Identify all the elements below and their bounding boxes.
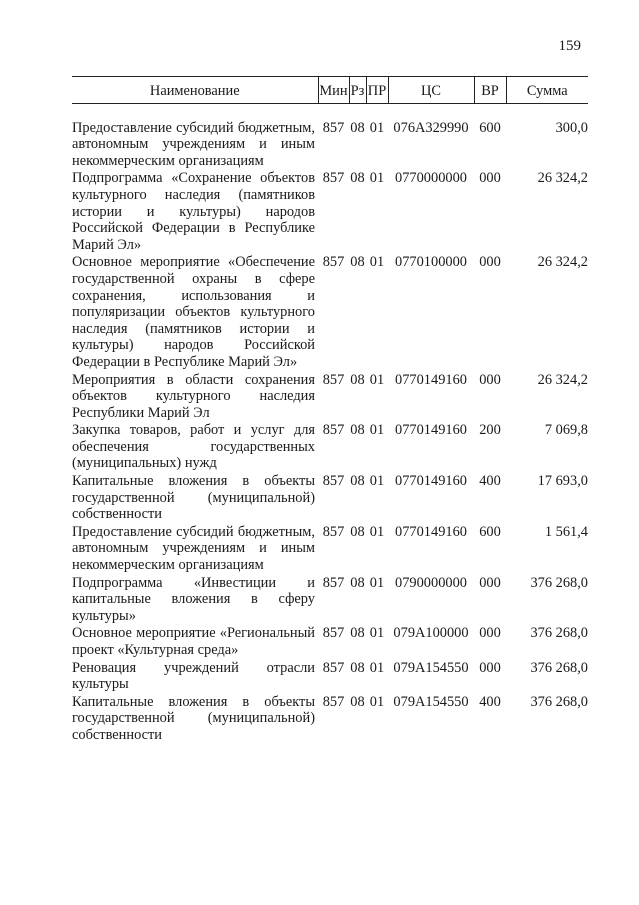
- cell-pr: 01: [369, 693, 385, 710]
- cell-sum: 300,0: [555, 119, 588, 136]
- cell-pr: 01: [369, 659, 385, 676]
- cell-name: Подпрограмма «Инвестиции и капитальные вложения в сферу культуры»: [72, 574, 315, 624]
- header-cs: ЦС: [388, 77, 474, 104]
- cell-rz: 08: [350, 693, 365, 710]
- cell-min: 857: [322, 170, 345, 187]
- cell-rz: 08: [350, 119, 365, 136]
- table-row: [72, 170, 588, 254]
- cell-name: Предоставление субсидий бюджетным, автономным учреждениям и иным некоммерческим организациям: [72, 119, 315, 169]
- cell-cs: 076А329990: [393, 119, 469, 136]
- cell-vr: 000: [479, 659, 501, 676]
- cell-pr: 01: [369, 170, 385, 187]
- table-row: [72, 694, 588, 745]
- table-row: [72, 372, 588, 423]
- cell-sum: 376 268,0: [530, 659, 588, 676]
- cell-name: Предоставление субсидий бюджетным, автономным учреждениям и иным некоммерческим организациям: [72, 523, 315, 574]
- cell-sum: 376 268,0: [530, 693, 588, 710]
- cell-cs: 0790000000: [395, 574, 467, 591]
- table-row: [72, 660, 588, 694]
- cell-sum: 376 268,0: [530, 574, 588, 591]
- cell-rz: 08: [350, 659, 365, 676]
- table-row: [72, 473, 588, 524]
- cell-vr: 000: [479, 170, 501, 187]
- header-vr: ВР: [474, 77, 506, 104]
- table-row: [72, 625, 588, 659]
- cell-sum: 1 561,4: [544, 523, 588, 540]
- cell-sum: 26 324,2: [537, 170, 588, 187]
- header-name: Наименование: [72, 77, 318, 104]
- cell-sum: 7 069,8: [544, 422, 588, 439]
- cell-min: 857: [322, 119, 345, 136]
- cell-name: Капитальные вложения в объекты государственной (муниципальной) собственности: [72, 473, 315, 523]
- cell-vr: 600: [479, 523, 501, 540]
- cell-pr: 01: [369, 119, 385, 136]
- cell-sum: 376 268,0: [530, 625, 588, 642]
- cell-vr: 200: [479, 422, 501, 439]
- cell-cs: 0770000000: [395, 170, 467, 187]
- cell-vr: 000: [479, 574, 501, 591]
- table-row: [72, 120, 588, 171]
- cell-rz: 08: [350, 473, 365, 490]
- cell-name: Закупка товаров, работ и услуг для обеспечения государственных (муниципальных) нужд: [72, 422, 315, 472]
- cell-sum: 26 324,2: [537, 254, 588, 271]
- table-row: [72, 524, 588, 575]
- cell-sum: 26 324,2: [537, 371, 588, 388]
- cell-name: Капитальные вложения в объекты государственной (муниципальной) собственности: [72, 693, 315, 743]
- cell-min: 857: [322, 473, 345, 490]
- cell-rz: 08: [350, 254, 365, 271]
- cell-cs: 0770149160: [395, 523, 467, 540]
- cell-cs: 0770100000: [395, 254, 467, 271]
- cell-rz: 08: [350, 422, 365, 439]
- cell-min: 857: [322, 574, 345, 591]
- cell-min: 857: [322, 693, 345, 710]
- cell-min: 857: [322, 625, 345, 642]
- header-min: Мин: [318, 77, 349, 104]
- cell-vr: 000: [479, 254, 501, 271]
- cell-min: 857: [322, 254, 345, 271]
- cell-min: 857: [322, 523, 345, 540]
- cell-rz: 08: [350, 170, 365, 187]
- cell-cs: 079А100000: [393, 625, 469, 642]
- cell-vr: 400: [479, 693, 501, 710]
- cell-rz: 08: [350, 523, 365, 540]
- header-rz: Рз: [349, 77, 366, 104]
- cell-name: Реновация учреждений отрасли культуры: [72, 659, 315, 693]
- cell-cs: 0770149160: [395, 371, 467, 388]
- table-header-row: [72, 77, 588, 104]
- table-row: [72, 575, 588, 626]
- cell-rz: 08: [350, 371, 365, 388]
- cell-rz: 08: [350, 574, 365, 591]
- spacer-row: [72, 103, 588, 120]
- header-sum: Сумма: [506, 77, 588, 104]
- cell-cs: 0770149160: [395, 473, 467, 490]
- cell-vr: 600: [479, 119, 501, 136]
- cell-pr: 01: [369, 625, 385, 642]
- cell-vr: 000: [479, 625, 501, 642]
- page-number: 159: [558, 38, 581, 54]
- table-row: [72, 254, 588, 371]
- cell-cs: 0770149160: [395, 422, 467, 439]
- cell-vr: 400: [479, 473, 501, 490]
- cell-sum: 17 693,0: [537, 473, 588, 490]
- cell-pr: 01: [369, 523, 385, 540]
- cell-cs: 079А154550: [393, 659, 469, 676]
- cell-pr: 01: [369, 473, 385, 490]
- cell-rz: 08: [350, 625, 365, 642]
- cell-cs: 079А154550: [393, 693, 469, 710]
- cell-name: Основное мероприятие «Обеспечение государственной охраны в сфере сохранения, использования и популяризации объектов культурного наследия (памятников истории и культуры) народов Российской Федерации в Республике Марий Эл»: [72, 254, 315, 370]
- cell-pr: 01: [369, 422, 385, 439]
- cell-pr: 01: [369, 574, 385, 591]
- cell-min: 857: [322, 371, 345, 388]
- cell-name: Основное мероприятие «Региональный проект «Культурная среда»: [72, 625, 315, 658]
- cell-min: 857: [322, 422, 345, 439]
- table-row: [72, 422, 588, 473]
- cell-pr: 01: [369, 371, 385, 388]
- cell-vr: 000: [479, 371, 501, 388]
- cell-name: Мероприятия в области сохранения объектов культурного наследия Республики Марий Эл: [72, 371, 315, 421]
- header-pr: ПР: [366, 77, 388, 104]
- cell-min: 857: [322, 659, 345, 676]
- budget-table: [72, 76, 588, 745]
- cell-pr: 01: [369, 254, 385, 271]
- cell-name: Подпрограмма «Сохранение объектов культурного наследия (памятников истории и культуры) народов Российской Федерации в Республике Марий Эл»: [72, 170, 315, 253]
